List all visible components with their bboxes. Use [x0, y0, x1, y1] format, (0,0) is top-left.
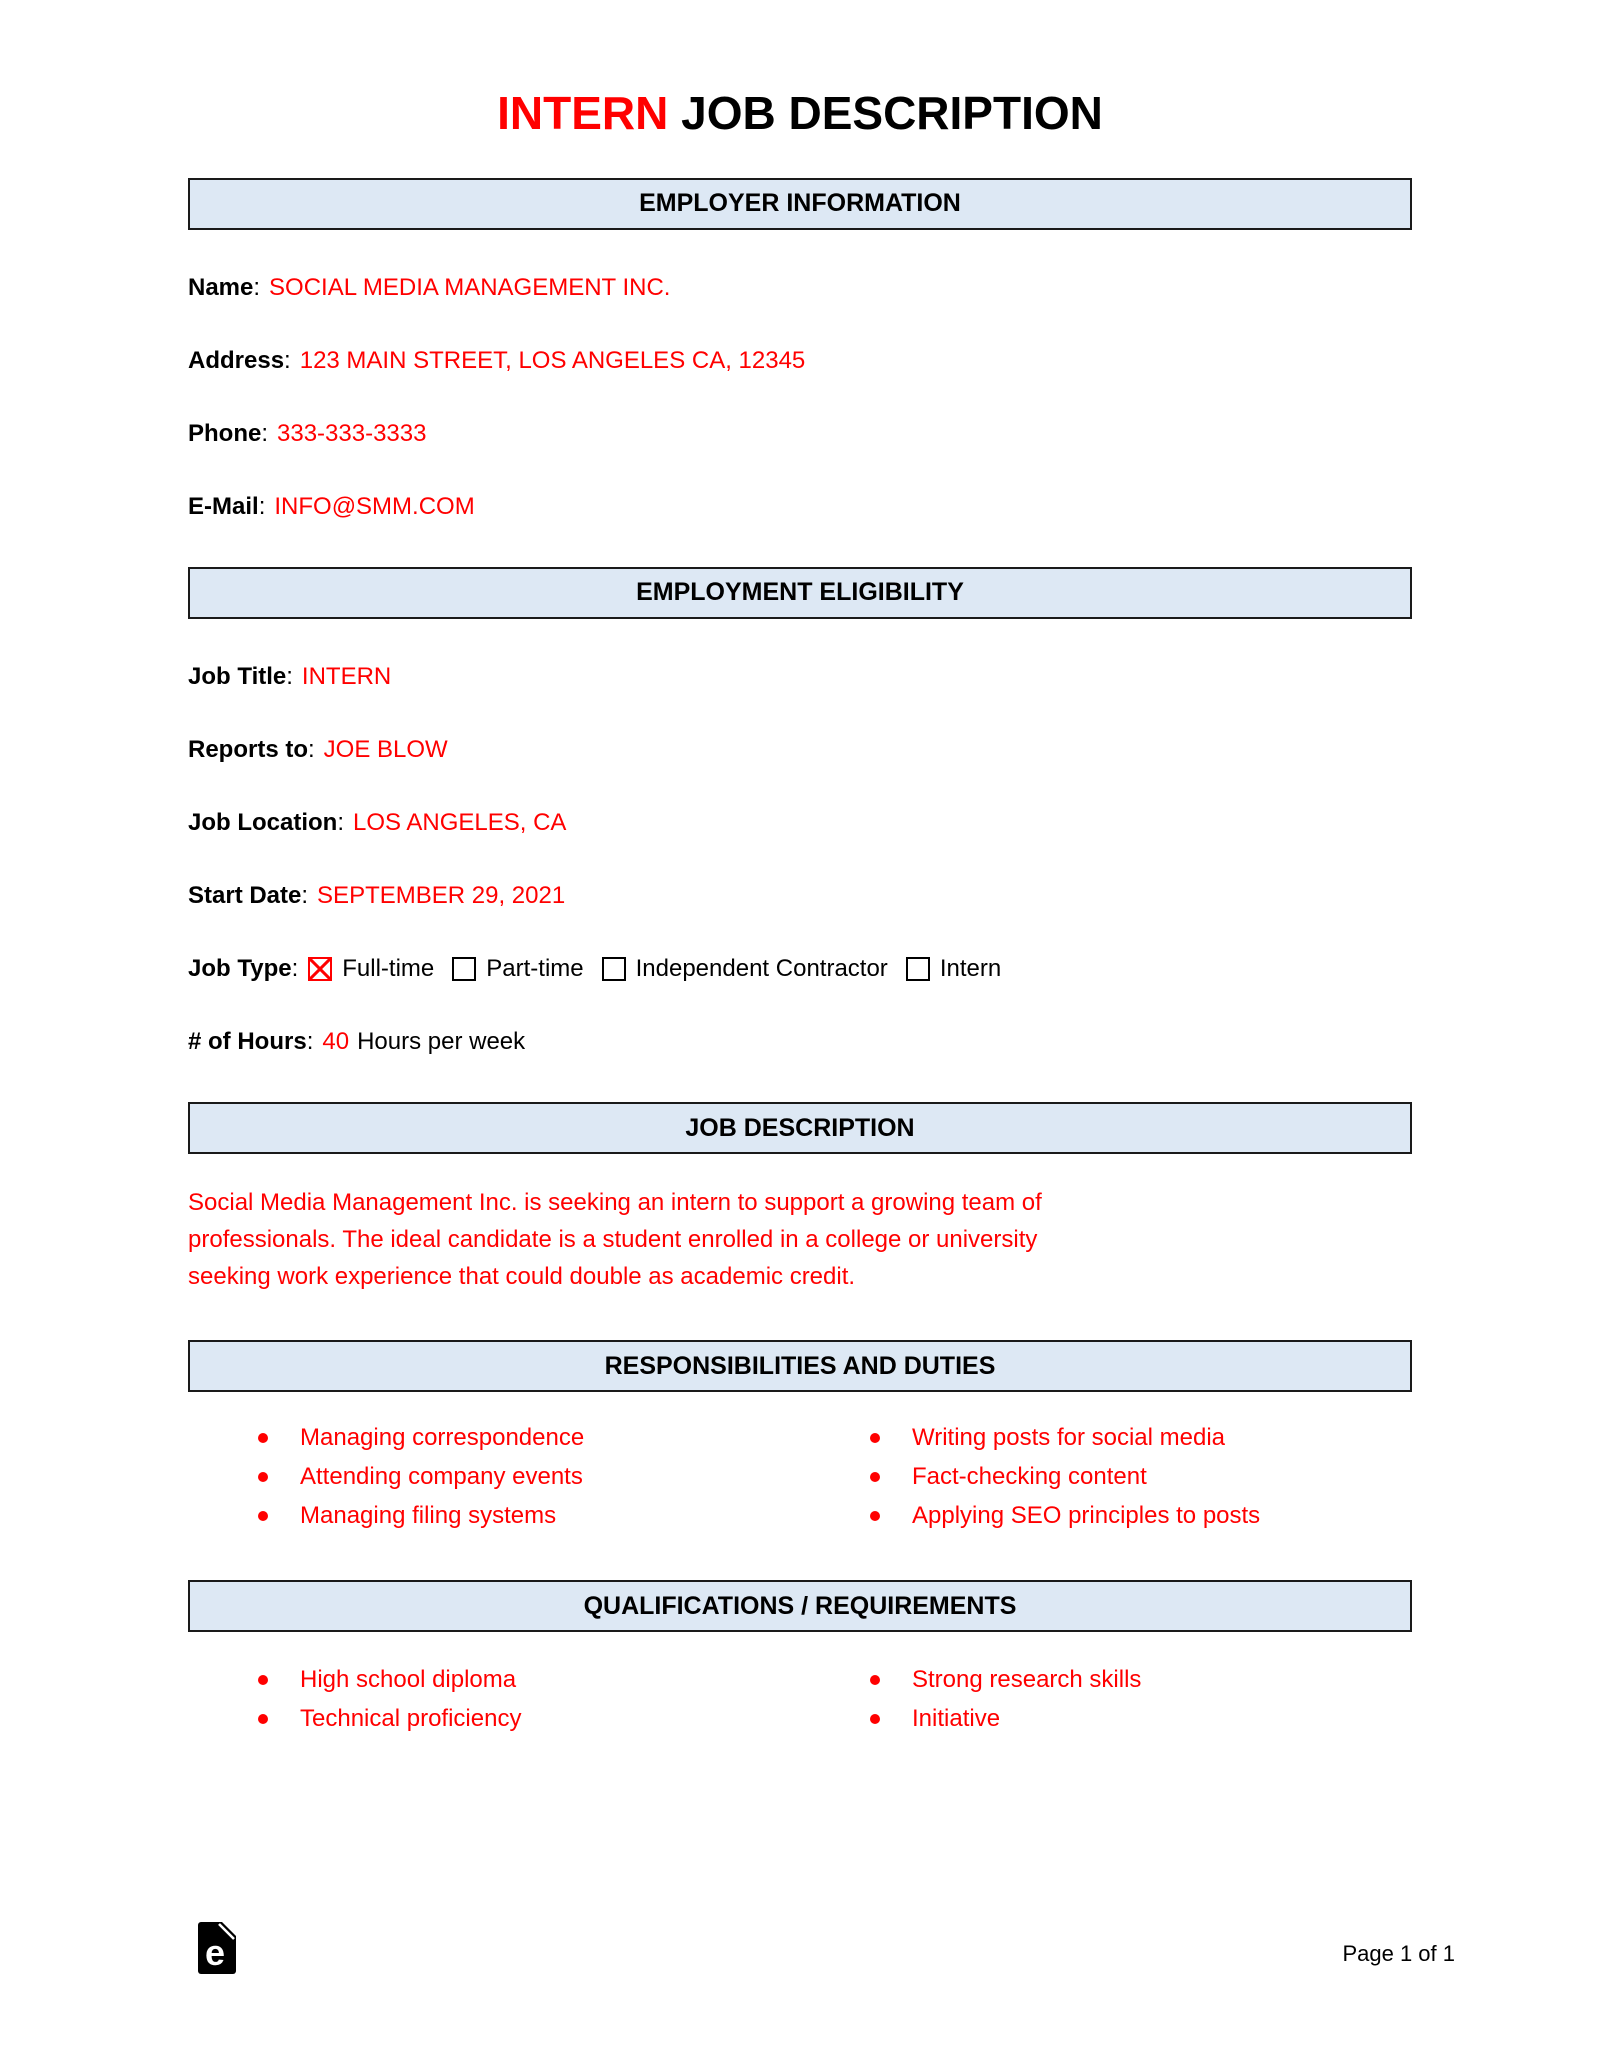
qualifications-left-column	[188, 1660, 800, 1738]
section-header-responsibilities	[188, 1340, 1412, 1392]
employer-fields	[188, 273, 1412, 522]
field-value: INTERN	[301, 662, 392, 690]
field-row	[188, 808, 1412, 838]
page-title-highlight: INTERN	[497, 87, 669, 139]
field-separator: :	[306, 1028, 314, 1056]
job-type-option	[602, 954, 888, 984]
hours-row	[188, 1027, 1412, 1057]
section-header-qualifications	[188, 1580, 1412, 1632]
section-header-employer-information	[188, 178, 1412, 230]
paragraph-line: seeking work experience that could double as academic credit.	[188, 1263, 856, 1291]
responsibilities-right-column	[800, 1418, 1412, 1535]
field-separator: :	[286, 662, 293, 690]
section-header-label: EMPLOYER INFORMATION	[639, 189, 961, 218]
field-label: Start Date	[188, 881, 302, 909]
field-label: Address	[188, 346, 285, 374]
field-value: 123 MAIN STREET, LOS ANGELES CA, 12345	[299, 346, 806, 374]
field-row	[188, 346, 1412, 376]
field-value: SOCIAL MEDIA MANAGEMENT INC.	[269, 273, 671, 301]
field-separator: :	[337, 808, 345, 836]
list-item: Applying SEO principles to posts	[800, 1496, 1412, 1535]
field-separator: :	[284, 346, 291, 374]
page-title	[188, 0, 1412, 140]
field-separator: :	[258, 492, 266, 520]
bullet-list	[800, 1660, 1412, 1738]
bullet-list	[188, 1418, 800, 1535]
qualifications-right-column	[800, 1660, 1412, 1738]
section-header-employment-eligibility	[188, 567, 1412, 619]
field-value: SEPTEMBER 29, 2021	[317, 881, 566, 909]
list-item: Initiative	[800, 1699, 1412, 1738]
field-row	[188, 419, 1412, 449]
list-item: Managing filing systems	[188, 1496, 800, 1535]
logo-letter: e	[205, 1932, 226, 1973]
list-item: Technical proficiency	[188, 1699, 800, 1738]
field-value: JOE BLOW	[323, 735, 448, 763]
job-type-option-label: Full-time	[342, 955, 435, 983]
section-header-label: EMPLOYMENT ELIGIBILITY	[636, 578, 964, 607]
field-label: Reports to	[188, 735, 308, 763]
section-header-job-description	[188, 1102, 1412, 1154]
page-title-rest: JOB DESCRIPTION	[668, 87, 1103, 139]
job-type-checkbox[interactable]	[602, 957, 626, 981]
field-label: # of Hours	[188, 1028, 307, 1056]
hours-value: 40	[322, 1028, 350, 1056]
eligibility-fields	[188, 662, 1412, 911]
field-separator: :	[261, 419, 269, 447]
paragraph-line: professionals. The ideal candidate is a student enrolled in a college or university	[188, 1226, 1038, 1254]
job-type-options	[308, 954, 1001, 984]
list-item: Writing posts for social media	[800, 1418, 1412, 1457]
field-separator: :	[291, 954, 299, 982]
field-row	[188, 273, 1412, 303]
job-type-option	[906, 954, 1001, 984]
field-separator: :	[308, 735, 315, 763]
section-header-label: QUALIFICATIONS / REQUIREMENTS	[583, 1591, 1017, 1620]
responsibilities-columns	[188, 1418, 1412, 1535]
qualifications-columns	[188, 1660, 1412, 1738]
page-number: Page 1 of 1	[1342, 1941, 1455, 1966]
field-value: INFO@SMM.COM	[274, 492, 475, 520]
eforms-logo-icon	[198, 1922, 236, 1974]
paragraph-line: Social Media Management Inc. is seeking an intern to support a growing team of	[188, 1189, 1042, 1217]
section-header-label: JOB DESCRIPTION	[685, 1113, 915, 1142]
field-row	[188, 881, 1412, 911]
responsibilities-left-column	[188, 1418, 800, 1535]
list-item: Fact-checking content	[800, 1457, 1412, 1496]
job-type-option	[452, 954, 583, 984]
field-label: Job Type	[188, 954, 292, 982]
field-value: LOS ANGELES, CA	[353, 808, 567, 836]
field-separator: :	[301, 881, 309, 909]
field-label: Name	[188, 273, 254, 301]
list-item: High school diploma	[188, 1660, 800, 1699]
job-type-checkbox[interactable]	[906, 957, 930, 981]
field-value: 333-333-3333	[277, 419, 427, 447]
field-label: Job Title	[188, 662, 287, 690]
bullet-list	[188, 1660, 800, 1738]
field-separator: :	[253, 273, 261, 301]
field-row	[188, 492, 1412, 522]
bullet-list	[800, 1418, 1412, 1535]
field-label: Job Location	[188, 808, 338, 836]
job-type-option-label: Independent Contractor	[635, 955, 888, 983]
job-type-checkbox[interactable]	[452, 957, 476, 981]
job-type-option-label: Part-time	[486, 955, 584, 983]
field-row	[188, 735, 1412, 765]
list-item: Strong research skills	[800, 1660, 1412, 1699]
job-type-row	[188, 954, 1412, 985]
job-description-paragraph	[188, 1184, 1412, 1295]
field-label: Phone	[188, 419, 262, 447]
field-label: E-Mail	[188, 492, 259, 520]
section-header-label: RESPONSIBILITIES AND DUTIES	[604, 1351, 996, 1380]
list-item: Managing correspondence	[188, 1418, 800, 1457]
job-type-option-label: Intern	[939, 955, 1002, 983]
hours-suffix: Hours per week	[357, 1028, 526, 1056]
job-type-checkbox[interactable]	[308, 957, 332, 981]
list-item: Attending company events	[188, 1457, 800, 1496]
job-type-option	[308, 954, 434, 984]
field-row	[188, 662, 1412, 692]
